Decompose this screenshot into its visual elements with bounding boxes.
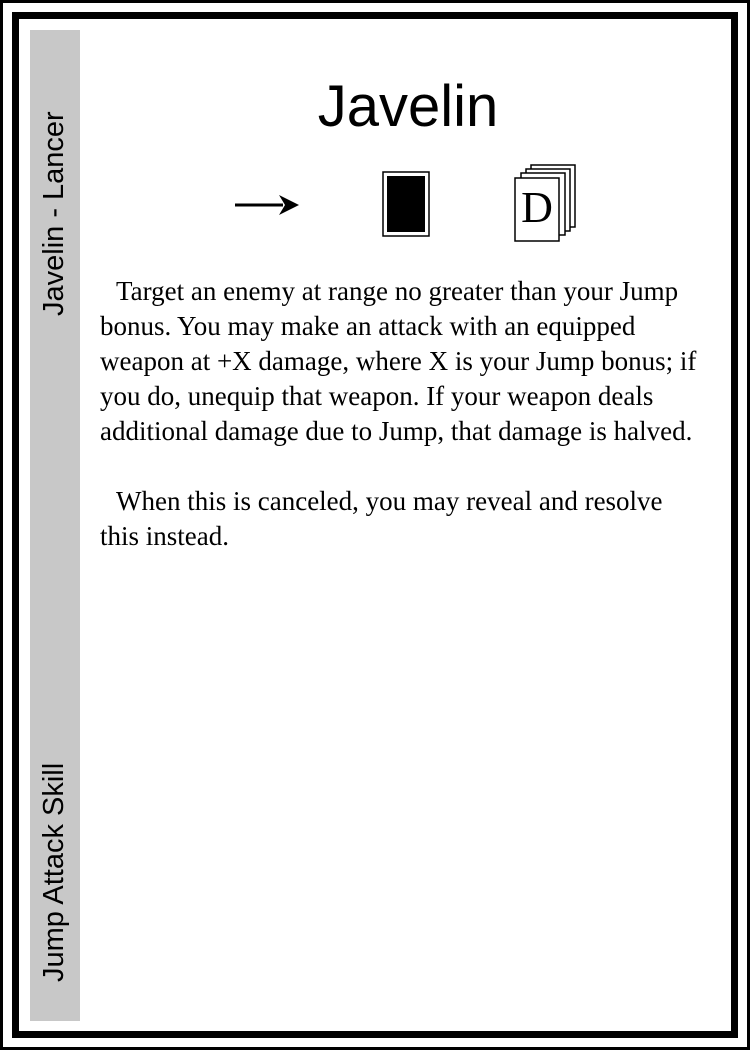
side-label-skill-type: Jump Attack Skill [38, 762, 70, 982]
card-title: Javelin [317, 74, 499, 139]
deck-letter: D [521, 183, 553, 232]
card-back-icon [382, 171, 430, 237]
rules-paragraph: Target an enemy at range no greater than your Jump bonus. You may make an attack with an equipped weapon at +X damage, where X is your Jump bonus; if you do, unequip that weapon. If your weapon deals additional damage due to Jump, that damage is halved. [100, 276, 697, 446]
side-label-skill-name: Javelin - Lancer [38, 111, 70, 316]
arrow-icon [235, 191, 299, 219]
card-rules-text [100, 274, 700, 589]
rules-paragraph: When this is canceled, you may reveal and resolve this instead. [100, 486, 663, 551]
